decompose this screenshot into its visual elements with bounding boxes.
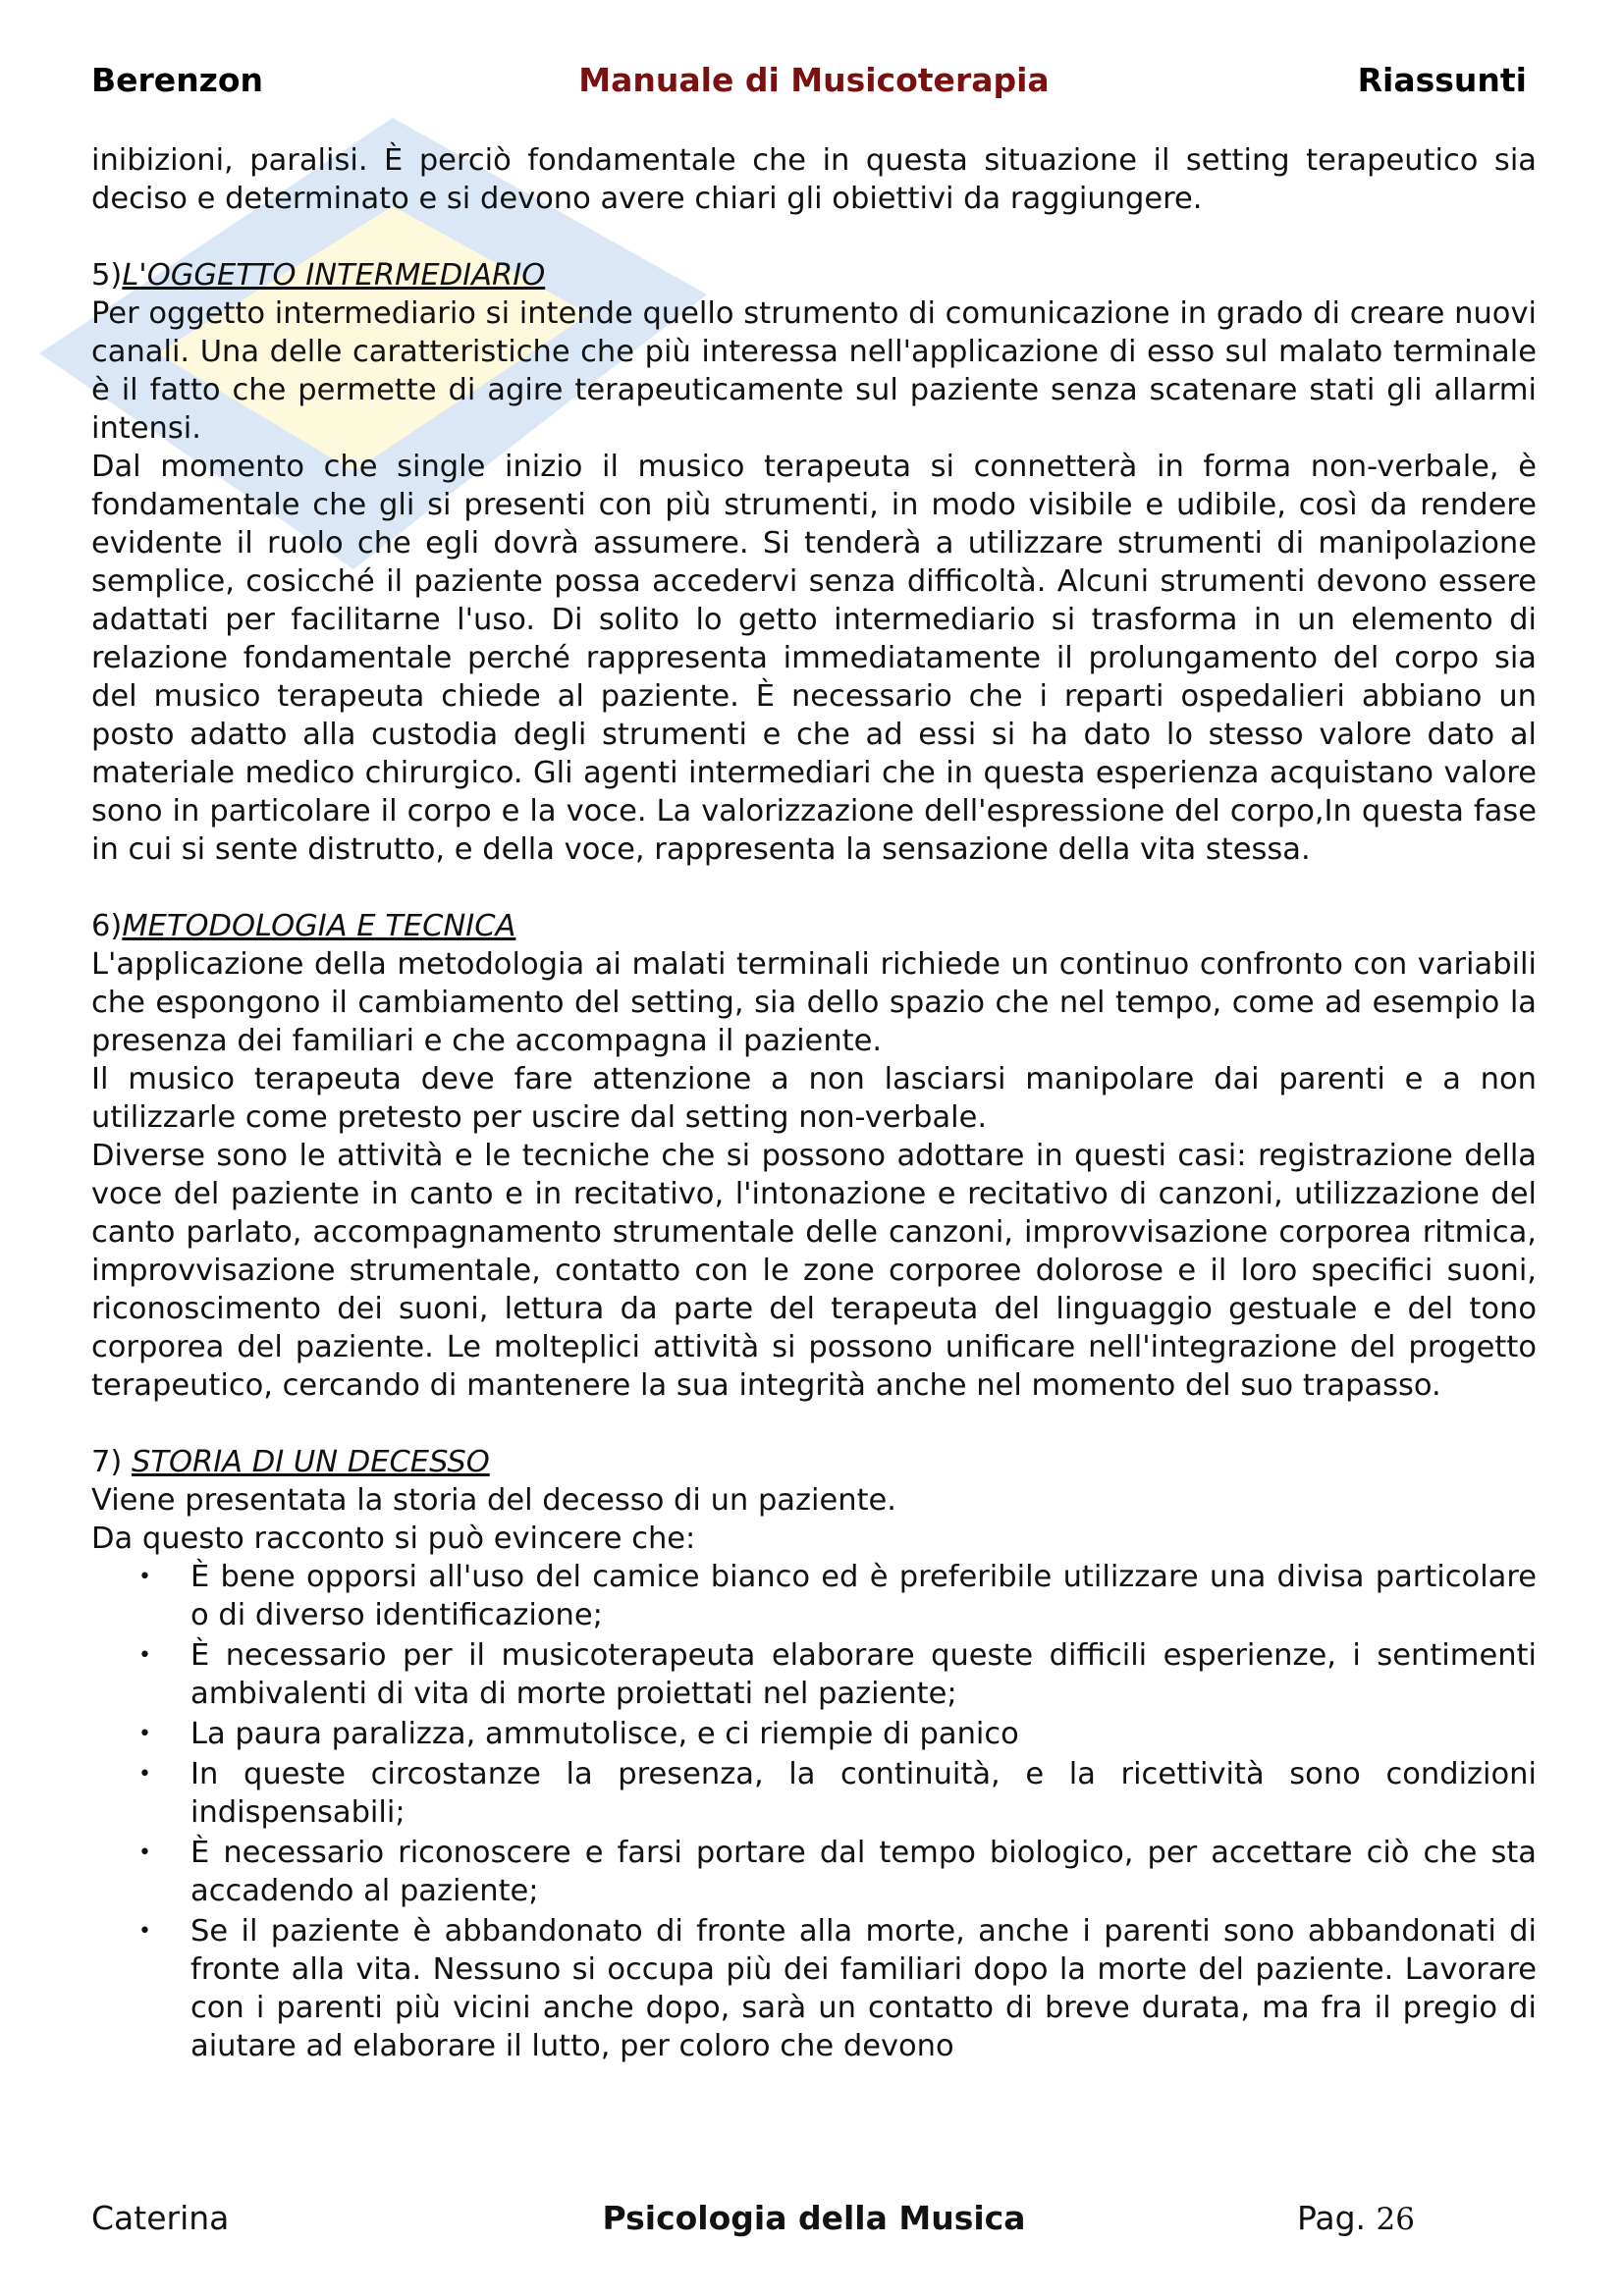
header-title: Manuale di Musicoterapia bbox=[578, 61, 1050, 99]
page-number-value: 26 bbox=[1376, 2202, 1415, 2237]
bullet-icon: • bbox=[138, 1643, 151, 1668]
list-item-text: È necessario per il musicoterapeuta elaborare queste difficili esperienze, i sentimenti ambivalenti di vita di morte proiettati nel paziente; bbox=[190, 1638, 1537, 1711]
list-item-text: È necessario riconoscere e farsi portare dal tempo biologico, per accettare ciò che sta accadendo al paziente; bbox=[190, 1836, 1537, 1908]
footer-subject: Psicologia della Musica bbox=[602, 2199, 1026, 2237]
bullet-icon: • bbox=[138, 1565, 151, 1589]
list-item-text: È bene opporsi all'uso del camice bianco ed è preferibile utilizzare una divisa particolare o di diverso identificazione; bbox=[190, 1560, 1537, 1632]
section-6-number: 6) bbox=[91, 909, 123, 943]
header-author: Berenzon bbox=[91, 61, 264, 99]
section-5-paragraph: Per oggetto intermediario si intende quello strumento di comunicazione in grado di creare nuovi canali. Una delle caratteristiche che più interessa nell'applicazione di esso sul malato terminale è il fatto che permette di agire terapeuticamente sul paziente senza scatenare stati gli allarmi intensi. bbox=[91, 296, 1537, 446]
list-item bbox=[91, 1558, 1537, 1634]
section-7-bullet-list bbox=[91, 1558, 1537, 2065]
section-7-paragraph: Viene presentata la storia del decesso di un paziente. bbox=[91, 1483, 896, 1518]
list-item-text: Se il paziente è abbandonato di fronte alla morte, anche i parenti sono abbandonati di fronte alla vita. Nessuno si occupa più dei familiari dopo la morte del paziente. Lavorare con i parenti più vicini anche dopo, sarà un contatto di breve durata, ma fra il pregio di aiutare ad elaborare il lutto, per coloro che devono bbox=[190, 1914, 1537, 2063]
list-item bbox=[91, 1755, 1537, 1832]
section-5-heading bbox=[91, 256, 1537, 294]
section-5-paragraph: Dal momento che single inizio il musico terapeuta si connetterà in forma non-verbale, è fondamentale che gli si presenti con più strumenti, in modo visibile e udibile, così da rendere evidente il ruolo che egli dovrà assumere. Si tenderà a utilizzare strumenti di manipolazione semplice, cosicché il paziente possa accedervi senza difficoltà. Alcuni strumenti devono essere adattati per facilitarne l'uso. Di solito lo getto intermediario si trasforma in un elemento di relazione fondamentale perché rappresenta immediatamente il prolungamento del corpo sia del musico terapeuta chiede al paziente. È necessario che i reparti ospedalieri abbiano un posto adatto alla custodia degli strumenti e che ad essi si ha dato lo stesso valore dato al materiale medico chirurgico. Gli agenti intermediari che in questa esperienza acquistano valore sono in particolare il corpo e la voce. La valorizzazione dell'espressione del corpo,In questa fase in cui si sente distrutto, e della voce, rappresenta la sensazione della vita stessa. bbox=[91, 450, 1537, 867]
section-6-heading bbox=[91, 907, 1537, 945]
header-section: Riassunti bbox=[1357, 61, 1527, 99]
footer-author: Caterina bbox=[91, 2199, 230, 2237]
section-6-paragraph: Il musico terapeuta deve fare attenzione a non lasciarsi manipolare dai parenti e a non utilizzarle come pretesto per uscire dal setting non-verbale. bbox=[91, 1062, 1537, 1135]
page-header bbox=[91, 61, 1537, 110]
section-7-paragraph: Da questo racconto si può evincere che: bbox=[91, 1522, 696, 1556]
section-7-title: STORIA DI UN DECESSO bbox=[132, 1445, 490, 1479]
section-6-paragraph: Diverse sono le attività e le tecniche che si possono adottare in questi casi: registrazione della voce del paziente in canto e in recitativo, l'intonazione e recitativo di canzoni, utilizzazione del canto parlato, accompagnamento strumentale delle canzoni, improvvisazione corporea ritmica, improvvisazione strumentale, contatto con le zone corporee dolorose e il loro specifici suoni, riconoscimento dei suoni, lettura da parte del terapeuta del linguaggio gestuale e del tono corporea del paziente. Le molteplici attività si possono unificare nell'integrazione del progetto terapeutico, cercando di mantenere la sua integrità anche nel momento del suo trapasso. bbox=[91, 1139, 1537, 1403]
list-item bbox=[91, 1912, 1537, 2065]
page-footer bbox=[91, 2199, 1537, 2248]
bullet-icon: • bbox=[138, 1762, 151, 1787]
section-7-heading bbox=[91, 1443, 1537, 1481]
intro-paragraph: inibizioni, paralisi. È perciò fondamentale che in questa situazione il setting terapeutico sia deciso e determinato e si devono avere chiari gli obiettivi da raggiungere. bbox=[91, 143, 1537, 216]
list-item bbox=[91, 1715, 1537, 1753]
section-5-title: L'OGGETTO INTERMEDIARIO bbox=[122, 258, 546, 293]
bullet-icon: • bbox=[138, 1841, 151, 1865]
page-number bbox=[1297, 2199, 1415, 2237]
list-item bbox=[91, 1636, 1537, 1713]
list-item-text: In queste circostanze la presenza, la continuità, e la ricettività sono condizioni indispensabili; bbox=[190, 1757, 1537, 1830]
bullet-icon: • bbox=[138, 1722, 151, 1746]
section-5-number: 5) bbox=[91, 258, 123, 293]
list-item-text: La paura paralizza, ammutolisce, e ci riempie di panico bbox=[190, 1717, 1019, 1751]
section-6-title: METODOLOGIA E TECNICA bbox=[122, 909, 516, 943]
section-6-paragraph: L'applicazione della metodologia ai malati terminali richiede un continuo confronto con variabili che espongono il cambiamento del setting, sia dello spazio che nel tempo, come ad esempio la presenza dei familiari e che accompagna il paziente. bbox=[91, 947, 1537, 1058]
page-label: Pag. bbox=[1296, 2199, 1377, 2237]
section-7-number: 7) bbox=[91, 1445, 132, 1479]
bullet-icon: • bbox=[138, 1919, 151, 1944]
list-item bbox=[91, 1834, 1537, 1910]
page-body bbox=[91, 141, 1537, 2067]
